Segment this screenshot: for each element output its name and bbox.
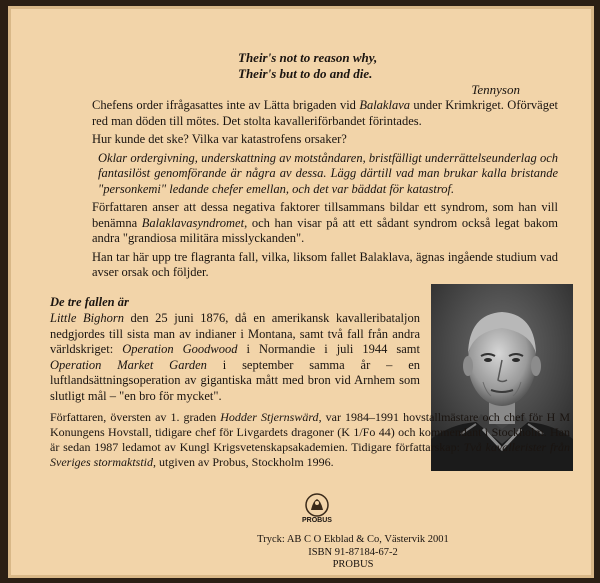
intro-p3-b: , och han visar på att ett sådant syndrom också legat bakom andra "grandiosa militära misslyckanden". [92, 215, 559, 245]
intro-paragraph-1 [92, 98, 558, 129]
case-1-text: den 25 juni 1876, då en amerikansk kavalleribataljon nedgjordes till sista man av indianer i Montana, samt två fall från andra världskriget: [50, 311, 420, 356]
bio-a: Författaren, översten av 1. graden [50, 410, 221, 424]
printer-line: Tryck: AB C O Ekblad & Co, Västervik 2001 [257, 534, 449, 545]
cases-heading: De tre fallen är [50, 295, 129, 309]
epigraph-author: Tennyson [471, 82, 520, 97]
intro-p3-a: Författaren anser att dessa negativa faktorer tillsammans bildar ett syndrom, som han vill benämna [92, 200, 558, 230]
intro-p3-em: Balaklavasyndromet [141, 215, 245, 230]
publisher-logo-icon [304, 492, 330, 520]
case-2-title: Operation Goodwood [122, 342, 238, 356]
bio-b: , var 1984–1991 hovstallmästare och chef för H M Konungens Hovstall, tidigare chef för Livgardets dragoner (K 1/Fo 44) och kommendant i Stockholm. Han är sedan 1987 ledamot av Kungl Krigsvetenskapsakademien. Tidigare författarskap: [50, 410, 571, 454]
back-cover [8, 6, 594, 578]
previous-book-title: Två kavallerister från Sveriges stormaktstid [50, 440, 571, 469]
print-info [208, 534, 468, 572]
author-name: Hodder Stjernswärd [220, 410, 319, 424]
isbn-line: ISBN 91-87184-67-2 [308, 546, 398, 558]
case-1-title: Little Bighorn [50, 311, 124, 325]
epigraph-line-2: Their's but to do and die. [238, 66, 373, 81]
intro-p1-b: under Krimkriget. Oförväget red man döden till mötes. Det stolta kavalleriförbandet förintades. [92, 98, 558, 128]
publisher-line: PROBUS [332, 559, 374, 570]
intro-paragraph-3 [92, 200, 558, 247]
epigraph-line-1: Their's not to reason why, [238, 50, 378, 65]
intro-p1-place: Balaklava [359, 98, 410, 112]
intro-text [92, 98, 558, 284]
intro-quote: Oklar ordergivning, underskattning av motståndaren, bristfälligt underrättelseunderlag och fantasilöst genomförande är några av dessa. Lägg därtill vad man brukar kalla bristande "personkemi" ledande chefer emellan, och det var bäddat för katastrof. [98, 150, 558, 196]
epigraph [238, 50, 538, 98]
bio-c: , utgiven av Probus, Stockholm 1996. [153, 455, 334, 469]
author-bio [50, 410, 570, 470]
case-3-text: i september samma år – en luftlandsättningsoperation av gigantiska mått med bron vid Arnhem som slutligt mål – "en bro för mycket". [50, 357, 420, 403]
case-3-title: Operation Market Garden [50, 357, 207, 372]
intro-paragraph-2: Hur kunde det ske? Vilka var katastrofens orsaker? [92, 132, 347, 146]
publisher-logo-text: PROBUS [302, 517, 332, 524]
cases-text [50, 311, 420, 404]
intro-p1-a: Chefens order ifrågasattes inte av Lätta brigaden vid [92, 98, 360, 112]
intro-paragraph-4: Han tar här upp tre flagranta fall, vilka, liksom fallet Balaklava, ägnas ingående studium vad avser orsak och följder. [92, 249, 558, 279]
case-2-text: i Normandie i juli 1944 samt [237, 342, 420, 356]
